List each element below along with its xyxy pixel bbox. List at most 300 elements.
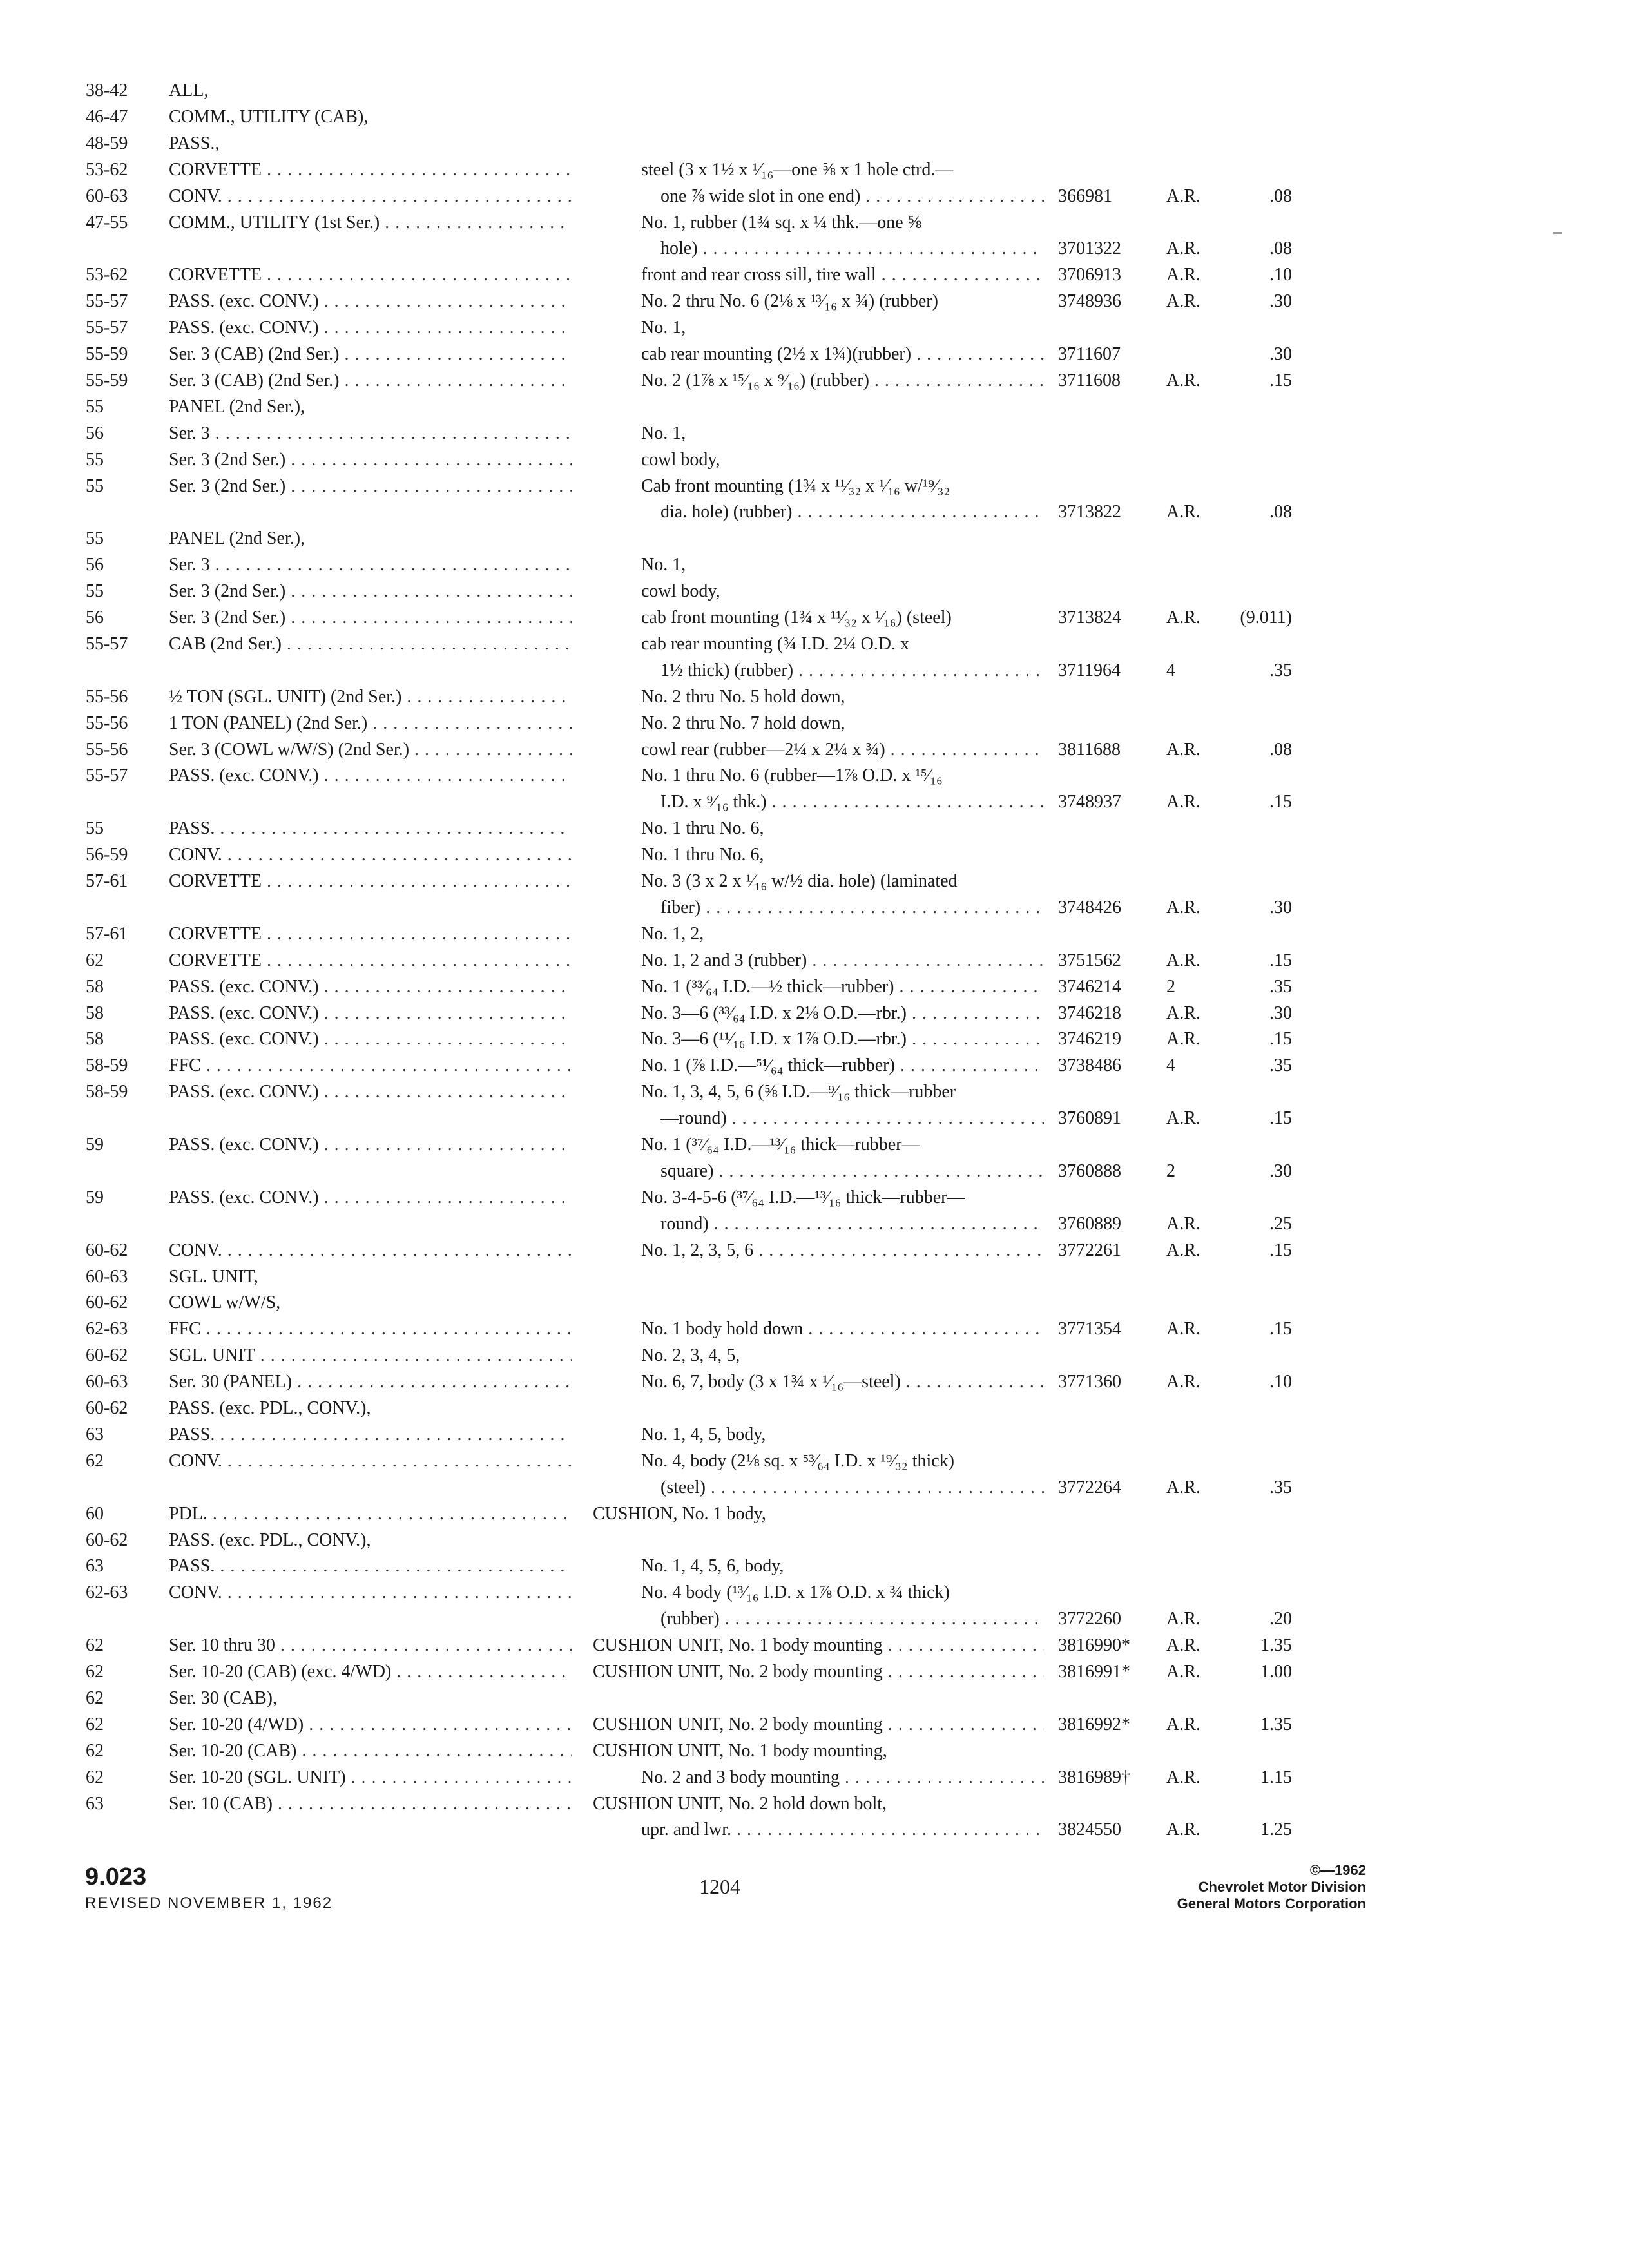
quantity: A.R. xyxy=(1166,265,1200,285)
model-application: ½ TON (SGL. UNIT) (2nd Ser.) . . . xyxy=(169,684,572,710)
model-year: 55-56 xyxy=(86,713,128,733)
part-description: (rubber) . . . xyxy=(660,1606,1044,1632)
part-description: No. 1, xyxy=(641,555,686,575)
part-description: No. 1 (³³⁄₆₄ I.D.—½ thick—rubber) . . . xyxy=(641,974,1044,1000)
part-description: No. 1, 4, 5, 6, body, xyxy=(641,1556,784,1576)
list-price: 1.35 xyxy=(1260,1715,1292,1735)
model-application: CORVETTE . . . xyxy=(169,869,572,894)
catalog-row xyxy=(0,341,1629,367)
model-application: CORVETTE . . . xyxy=(169,157,572,183)
model-application: Ser. 3 (CAB) (2nd Ser.) . . . xyxy=(169,341,572,367)
part-description: front and rear cross sill, tire wall . . . xyxy=(641,262,1044,288)
model-year: 55 xyxy=(86,581,104,601)
catalog-row xyxy=(0,499,1629,525)
model-application: FFC . . . xyxy=(169,1053,572,1079)
part-number: 3760891 xyxy=(1058,1108,1121,1128)
quantity: A.R. xyxy=(1166,291,1200,311)
catalog-row xyxy=(0,1290,1629,1316)
part-description: No. 3-4-5-6 (³⁷⁄₆₄ I.D.—¹³⁄₁₆ thick—rubber— xyxy=(641,1187,965,1207)
part-number: 3772261 xyxy=(1058,1240,1121,1260)
list-price: .30 xyxy=(1269,898,1292,918)
model-year: 60-62 xyxy=(86,1293,128,1312)
part-description: steel (3 x 1½ x ¹⁄₁₆—one ⅝ x 1 hole ctrd.— xyxy=(641,160,954,180)
model-application: Ser. 10 (CAB) . . . xyxy=(169,1791,572,1817)
catalog-row xyxy=(0,526,1629,552)
catalog-row xyxy=(0,1817,1629,1843)
part-number: 3738486 xyxy=(1058,1055,1121,1075)
quantity: A.R. xyxy=(1166,1635,1200,1655)
part-number: 3816989† xyxy=(1058,1767,1130,1787)
catalog-row xyxy=(0,895,1629,921)
model-application: COWL w/W/S, xyxy=(169,1293,281,1312)
catalog-row xyxy=(0,184,1629,209)
model-year: 62 xyxy=(86,1715,104,1735)
catalog-row xyxy=(0,1475,1629,1501)
part-number: 3771360 xyxy=(1058,1372,1121,1392)
catalog-row xyxy=(0,631,1629,657)
part-number: 3746219 xyxy=(1058,1029,1121,1049)
part-description: —round) . . . xyxy=(660,1106,1044,1131)
division-name: Chevrolet Motor Division xyxy=(1198,1879,1366,1895)
model-year: 38-42 xyxy=(86,81,128,101)
catalog-row xyxy=(0,315,1629,341)
model-application: Ser. 10-20 (4/WD) . . . xyxy=(169,1712,572,1738)
catalog-row xyxy=(0,236,1629,262)
model-application: Ser. 10-20 (CAB) (exc. 4/WD) . . . xyxy=(169,1659,572,1685)
catalog-row xyxy=(0,447,1629,473)
catalog-row xyxy=(0,658,1629,684)
model-year: 60-63 xyxy=(86,186,128,206)
quantity: A.R. xyxy=(1166,370,1200,390)
model-year: 58-59 xyxy=(86,1055,128,1075)
quantity: 2 xyxy=(1166,977,1175,997)
model-application: PASS. (exc. CONV.) . . . xyxy=(169,315,572,341)
model-year: 55-56 xyxy=(86,740,128,760)
part-description: CUSHION UNIT, No. 1 body mounting . . . xyxy=(593,1633,1044,1658)
model-application: CONV. . . . xyxy=(169,842,572,868)
catalog-row xyxy=(0,1185,1629,1211)
part-number: 3824550 xyxy=(1058,1820,1121,1840)
quantity: A.R. xyxy=(1166,792,1200,812)
model-year: 56-59 xyxy=(86,845,128,865)
model-application: SGL. UNIT, xyxy=(169,1267,258,1287)
part-description: 1½ thick) (rubber) . . . xyxy=(660,658,1044,684)
model-year: 55-57 xyxy=(86,634,128,654)
model-year: 60-62 xyxy=(86,1240,128,1260)
catalog-row xyxy=(0,1026,1629,1052)
list-price: .35 xyxy=(1269,1055,1292,1075)
model-year: 57-61 xyxy=(86,924,128,944)
model-year: 55-57 xyxy=(86,765,128,785)
catalog-row xyxy=(0,131,1629,157)
list-price: .10 xyxy=(1269,1372,1292,1392)
part-description: No. 2 thru No. 7 hold down, xyxy=(641,713,845,733)
model-year: 62-63 xyxy=(86,1582,128,1602)
model-year: 63 xyxy=(86,1556,104,1576)
catalog-row xyxy=(0,1132,1629,1158)
model-application: PASS. . . . xyxy=(169,816,572,841)
part-description: fiber) . . . xyxy=(660,895,1044,921)
model-application: Ser. 10-20 (CAB) . . . xyxy=(169,1738,572,1764)
quantity: A.R. xyxy=(1166,186,1200,206)
part-description: one ⅞ wide slot in one end) . . . xyxy=(660,184,1044,209)
catalog-row xyxy=(0,210,1629,236)
catalog-row xyxy=(0,948,1629,974)
catalog-row xyxy=(0,1712,1629,1738)
catalog-row xyxy=(0,289,1629,314)
catalog-row xyxy=(0,579,1629,604)
part-number: 3706913 xyxy=(1058,265,1121,285)
model-application: PASS. (exc. CONV.) . . . xyxy=(169,763,572,789)
catalog-row xyxy=(0,394,1629,420)
model-application: PDL. . . . xyxy=(169,1501,572,1527)
catalog-row xyxy=(0,1633,1629,1658)
catalog-row xyxy=(0,1053,1629,1079)
list-price: .30 xyxy=(1269,1161,1292,1181)
part-description: No. 3 (3 x 2 x ¹⁄₁₆ w/½ dia. hole) (laminated xyxy=(641,871,958,891)
part-description: No. 2 thru No. 5 hold down, xyxy=(641,687,845,707)
model-year: 60-63 xyxy=(86,1267,128,1287)
catalog-row xyxy=(0,816,1629,841)
catalog-row xyxy=(0,104,1629,130)
quantity: A.R. xyxy=(1166,1029,1200,1049)
model-year: 63 xyxy=(86,1425,104,1445)
model-year: 56 xyxy=(86,555,104,575)
part-number: 3746218 xyxy=(1058,1003,1121,1023)
model-year: 55-56 xyxy=(86,687,128,707)
model-application: ALL, xyxy=(169,81,209,101)
part-number: 3748426 xyxy=(1058,898,1121,918)
list-price: (9.011) xyxy=(1240,608,1292,628)
catalog-row xyxy=(0,1659,1629,1685)
quantity: A.R. xyxy=(1166,1319,1200,1339)
corporation-name: General Motors Corporation xyxy=(1177,1896,1366,1912)
part-number: 366981 xyxy=(1058,186,1112,206)
part-description: cab rear mounting (2½ x 1¾)(rubber) . . . xyxy=(641,341,1044,367)
model-application: Ser. 3 . . . xyxy=(169,421,572,447)
model-application: PASS. (exc. CONV.) . . . xyxy=(169,1132,572,1158)
quantity: A.R. xyxy=(1166,1715,1200,1735)
model-application: CORVETTE . . . xyxy=(169,262,572,288)
list-price: .15 xyxy=(1269,1029,1292,1049)
model-application: PASS. (exc. CONV.) . . . xyxy=(169,974,572,1000)
part-description: No. 1 thru No. 6 (rubber—1⅞ O.D. x ¹⁵⁄₁₆ xyxy=(641,765,943,785)
model-application: PANEL (2nd Ser.), xyxy=(169,528,305,548)
model-year: 59 xyxy=(86,1187,104,1207)
catalog-row xyxy=(0,1264,1629,1290)
part-description: No. 1 body hold down . . . xyxy=(641,1316,1044,1342)
part-description: upr. and lwr. . . . xyxy=(641,1817,1044,1843)
list-price: .10 xyxy=(1269,265,1292,285)
part-number: 3760888 xyxy=(1058,1161,1121,1181)
catalog-row xyxy=(0,789,1629,815)
part-description: Cab front mounting (1¾ x ¹¹⁄₃₂ x ¹⁄₁₆ w/¹⁹⁄₃₂ xyxy=(641,476,950,496)
part-description: CUSHION UNIT, No. 1 body mounting, xyxy=(593,1741,887,1761)
list-price: .35 xyxy=(1269,977,1292,997)
list-price: .15 xyxy=(1269,950,1292,970)
part-description: No. 1 (³⁷⁄₆₄ I.D.—¹³⁄₁₆ thick—rubber— xyxy=(641,1135,920,1155)
part-number: 3701322 xyxy=(1058,238,1121,258)
part-description: CUSHION UNIT, No. 2 hold down bolt, xyxy=(593,1794,887,1814)
model-application: Ser. 3 . . . xyxy=(169,552,572,578)
part-description: cab rear mounting (¾ I.D. 2¼ O.D. x xyxy=(641,634,910,654)
part-description: No. 6, 7, body (3 x 1¾ x ¹⁄₁₆—steel) . . . xyxy=(641,1369,1044,1395)
model-application: Ser. 3 (2nd Ser.) . . . xyxy=(169,474,572,499)
quantity: A.R. xyxy=(1166,898,1200,918)
quantity: 4 xyxy=(1166,1055,1175,1075)
model-year: 62 xyxy=(86,1741,104,1761)
part-number: 3772264 xyxy=(1058,1477,1121,1497)
model-year: 53-62 xyxy=(86,160,128,180)
catalog-row xyxy=(0,869,1629,894)
model-application: CONV. . . . xyxy=(169,1580,572,1606)
list-price: .08 xyxy=(1269,186,1292,206)
model-year: 55 xyxy=(86,397,104,417)
catalog-row xyxy=(0,1606,1629,1632)
model-application: CORVETTE . . . xyxy=(169,948,572,974)
part-description: No. 2, 3, 4, 5, xyxy=(641,1345,740,1365)
part-number: 3711964 xyxy=(1058,660,1121,680)
model-application: Ser. 30 (CAB), xyxy=(169,1688,277,1708)
part-number: 3816990* xyxy=(1058,1635,1130,1655)
model-year: 62-63 xyxy=(86,1319,128,1339)
catalog-row xyxy=(0,1765,1629,1791)
part-description: cowl rear (rubber—2¼ x 2¼ x ¾) . . . xyxy=(641,737,1044,763)
part-number: 3713824 xyxy=(1058,608,1121,628)
model-application: PASS. . . . xyxy=(169,1422,572,1448)
part-number: 3711608 xyxy=(1058,370,1121,390)
part-number: 3713822 xyxy=(1058,502,1121,522)
part-number: 3711607 xyxy=(1058,344,1121,364)
part-description: cab front mounting (1¾ x ¹¹⁄₃₂ x ¹⁄₁₆) (steel) xyxy=(641,608,952,628)
catalog-row xyxy=(0,368,1629,394)
model-year: 58 xyxy=(86,1003,104,1023)
list-price: 1.35 xyxy=(1260,1635,1292,1655)
part-description: No. 1, 2, 3, 5, 6 . . . xyxy=(641,1238,1044,1264)
model-year: 55-57 xyxy=(86,318,128,338)
part-number: 3816991* xyxy=(1058,1662,1130,1682)
model-application: COMM., UTILITY (1st Ser.) . . . xyxy=(169,210,572,236)
model-application: 1 TON (PANEL) (2nd Ser.) . . . xyxy=(169,711,572,736)
list-price: .08 xyxy=(1269,238,1292,258)
list-price: .35 xyxy=(1269,660,1292,680)
model-year: 62 xyxy=(86,1635,104,1655)
model-application: Ser. 3 (CAB) (2nd Ser.) . . . xyxy=(169,368,572,394)
model-application: PASS. (exc. PDL., CONV.), xyxy=(169,1530,371,1550)
part-description: No. 1, 4, 5, body, xyxy=(641,1425,766,1445)
catalog-row xyxy=(0,1001,1629,1026)
model-application: Ser. 10 thru 30 . . . xyxy=(169,1633,572,1658)
catalog-row xyxy=(0,1238,1629,1264)
part-description: cowl body, xyxy=(641,581,720,601)
part-number: 3746214 xyxy=(1058,977,1121,997)
part-description: No. 1, xyxy=(641,318,686,338)
model-application: COMM., UTILITY (CAB), xyxy=(169,107,369,127)
model-application: Ser. 3 (COWL w/W/S) (2nd Ser.) . . . xyxy=(169,737,572,763)
model-year: 62 xyxy=(86,1688,104,1708)
model-year: 55-59 xyxy=(86,370,128,390)
catalog-row xyxy=(0,1106,1629,1131)
model-year: 57-61 xyxy=(86,871,128,891)
model-application: CAB (2nd Ser.) . . . xyxy=(169,631,572,657)
part-description: CUSHION, No. 1 body, xyxy=(593,1504,766,1524)
model-year: 55-59 xyxy=(86,344,128,364)
part-number: 3771354 xyxy=(1058,1319,1121,1339)
model-year: 62 xyxy=(86,1767,104,1787)
part-description: No. 1, 2 and 3 (rubber) . . . xyxy=(641,948,1044,974)
catalog-row xyxy=(0,1396,1629,1421)
catalog-row xyxy=(0,763,1629,789)
catalog-row xyxy=(0,1553,1629,1579)
model-year: 55 xyxy=(86,476,104,496)
catalog-row xyxy=(0,921,1629,947)
quantity: A.R. xyxy=(1166,1003,1200,1023)
catalog-row xyxy=(0,1158,1629,1184)
quantity: A.R. xyxy=(1166,502,1200,522)
publisher-block xyxy=(1063,1862,1366,1912)
part-description: No. 1 (⅞ I.D.—⁵¹⁄₆₄ thick—rubber) . . . xyxy=(641,1053,1044,1079)
list-price: .30 xyxy=(1269,291,1292,311)
quantity: A.R. xyxy=(1166,1214,1200,1234)
model-year: 55-57 xyxy=(86,291,128,311)
page-number: 1204 xyxy=(699,1875,740,1898)
part-number: 3748936 xyxy=(1058,291,1121,311)
part-number: 3772260 xyxy=(1058,1609,1121,1629)
part-number: 3816992* xyxy=(1058,1715,1130,1735)
quantity: 2 xyxy=(1166,1161,1175,1181)
part-description: cowl body, xyxy=(641,450,720,470)
quantity: A.R. xyxy=(1166,1820,1200,1840)
model-year: 60 xyxy=(86,1504,104,1524)
quantity: A.R. xyxy=(1166,1662,1200,1682)
part-description: No. 2 and 3 body mounting . . . xyxy=(641,1765,1044,1791)
model-year: 46-47 xyxy=(86,107,128,127)
catalog-row xyxy=(0,737,1629,763)
quantity: A.R. xyxy=(1166,1108,1200,1128)
part-description: No. 1 thru No. 6, xyxy=(641,845,764,865)
part-description: No. 4 body (¹³⁄₁₆ I.D. x 1⅞ O.D. x ¾ thick) xyxy=(641,1582,950,1602)
scan-speck xyxy=(1553,232,1562,234)
model-year: 58-59 xyxy=(86,1082,128,1102)
quantity: 4 xyxy=(1166,660,1175,680)
list-price: .15 xyxy=(1269,1108,1292,1128)
quantity: A.R. xyxy=(1166,608,1200,628)
model-year: 59 xyxy=(86,1135,104,1155)
catalog-row xyxy=(0,684,1629,710)
part-number: 3760889 xyxy=(1058,1214,1121,1234)
part-description: CUSHION UNIT, No. 2 body mounting . . . xyxy=(593,1712,1044,1738)
part-description: No. 4, body (2⅛ sq. x ⁵³⁄₆₄ I.D. x ¹⁹⁄₃₂ thick) xyxy=(641,1451,955,1471)
part-description: No. 3—6 (¹¹⁄₁₆ I.D. x 1⅞ O.D.—rbr.) . . . xyxy=(641,1026,1044,1052)
part-number: 3811688 xyxy=(1058,740,1121,760)
part-description: dia. hole) (rubber) . . . xyxy=(660,499,1044,525)
model-year: 56 xyxy=(86,608,104,628)
catalog-row xyxy=(0,1791,1629,1817)
catalog-row xyxy=(0,1079,1629,1105)
catalog-row xyxy=(0,842,1629,868)
model-year: 55 xyxy=(86,818,104,838)
catalog-row xyxy=(0,1738,1629,1764)
list-price: .08 xyxy=(1269,740,1292,760)
copyright: ©—1962 xyxy=(1309,1862,1366,1878)
revision-date: REVISED NOVEMBER 1, 1962 xyxy=(85,1894,333,1912)
catalog-row xyxy=(0,1316,1629,1342)
model-application: SGL. UNIT . . . xyxy=(169,1343,572,1369)
model-application: Ser. 3 (2nd Ser.) . . . xyxy=(169,579,572,604)
part-description: No. 1, rubber (1¾ sq. x ¼ thk.—one ⅝ xyxy=(641,213,921,233)
section-number: 9.023 xyxy=(85,1863,147,1890)
model-application: FFC . . . xyxy=(169,1316,572,1342)
catalog-row xyxy=(0,262,1629,288)
list-price: .35 xyxy=(1269,1477,1292,1497)
list-price: .30 xyxy=(1269,344,1292,364)
model-application: PASS. (exc. CONV.) . . . xyxy=(169,1079,572,1105)
model-application: CONV. . . . xyxy=(169,1238,572,1264)
model-year: 47-55 xyxy=(86,213,128,233)
model-application: PASS. (exc. CONV.) . . . xyxy=(169,1185,572,1211)
part-description: hole) . . . xyxy=(660,236,1044,262)
part-description: No. 2 thru No. 6 (2⅛ x ¹³⁄₁₆ x ¾) (rubber) xyxy=(641,291,938,311)
catalog-row xyxy=(0,1686,1629,1711)
catalog-row xyxy=(0,474,1629,499)
model-application: PANEL (2nd Ser.), xyxy=(169,397,305,417)
quantity: A.R. xyxy=(1166,1240,1200,1260)
model-application: Ser. 3 (2nd Ser.) . . . xyxy=(169,605,572,631)
part-description: I.D. x ⁹⁄₁₆ thk.) . . . xyxy=(660,789,1044,815)
list-price: 1.00 xyxy=(1260,1662,1292,1682)
model-year: 60-62 xyxy=(86,1530,128,1550)
model-application: Ser. 30 (PANEL) . . . xyxy=(169,1369,572,1395)
catalog-row xyxy=(0,1369,1629,1395)
model-application: PASS. (exc. CONV.) . . . xyxy=(169,289,572,314)
part-description: (steel) . . . xyxy=(660,1475,1044,1501)
catalog-row xyxy=(0,605,1629,631)
part-description: No. 1, xyxy=(641,423,686,443)
part-number: 3751562 xyxy=(1058,950,1121,970)
list-price: .15 xyxy=(1269,1240,1292,1260)
model-year: 53-62 xyxy=(86,265,128,285)
list-price: .25 xyxy=(1269,1214,1292,1234)
catalog-row xyxy=(0,1448,1629,1474)
model-year: 60-62 xyxy=(86,1398,128,1418)
catalog-row xyxy=(0,1501,1629,1527)
quantity: A.R. xyxy=(1166,238,1200,258)
quantity: A.R. xyxy=(1166,1477,1200,1497)
list-price: 1.25 xyxy=(1260,1820,1292,1840)
quantity: A.R. xyxy=(1166,740,1200,760)
catalog-row xyxy=(0,1528,1629,1553)
part-description: No. 1, 2, xyxy=(641,924,704,944)
model-year: 60-63 xyxy=(86,1372,128,1392)
list-price: .15 xyxy=(1269,792,1292,812)
catalog-row xyxy=(0,1211,1629,1237)
model-application: PASS. . . . xyxy=(169,1553,572,1579)
catalog-row xyxy=(0,421,1629,447)
model-application: CONV. . . . xyxy=(169,184,572,209)
model-year: 58 xyxy=(86,977,104,997)
quantity: A.R. xyxy=(1166,1609,1200,1629)
catalog-row xyxy=(0,78,1629,104)
catalog-row xyxy=(0,552,1629,578)
part-description: round) . . . xyxy=(660,1211,1044,1237)
list-price: .15 xyxy=(1269,1319,1292,1339)
model-year: 58 xyxy=(86,1029,104,1049)
model-year: 62 xyxy=(86,1662,104,1682)
model-year: 63 xyxy=(86,1794,104,1814)
model-application: PASS. (exc. CONV.) . . . xyxy=(169,1026,572,1052)
model-application: CONV. . . . xyxy=(169,1448,572,1474)
catalog-row xyxy=(0,711,1629,736)
